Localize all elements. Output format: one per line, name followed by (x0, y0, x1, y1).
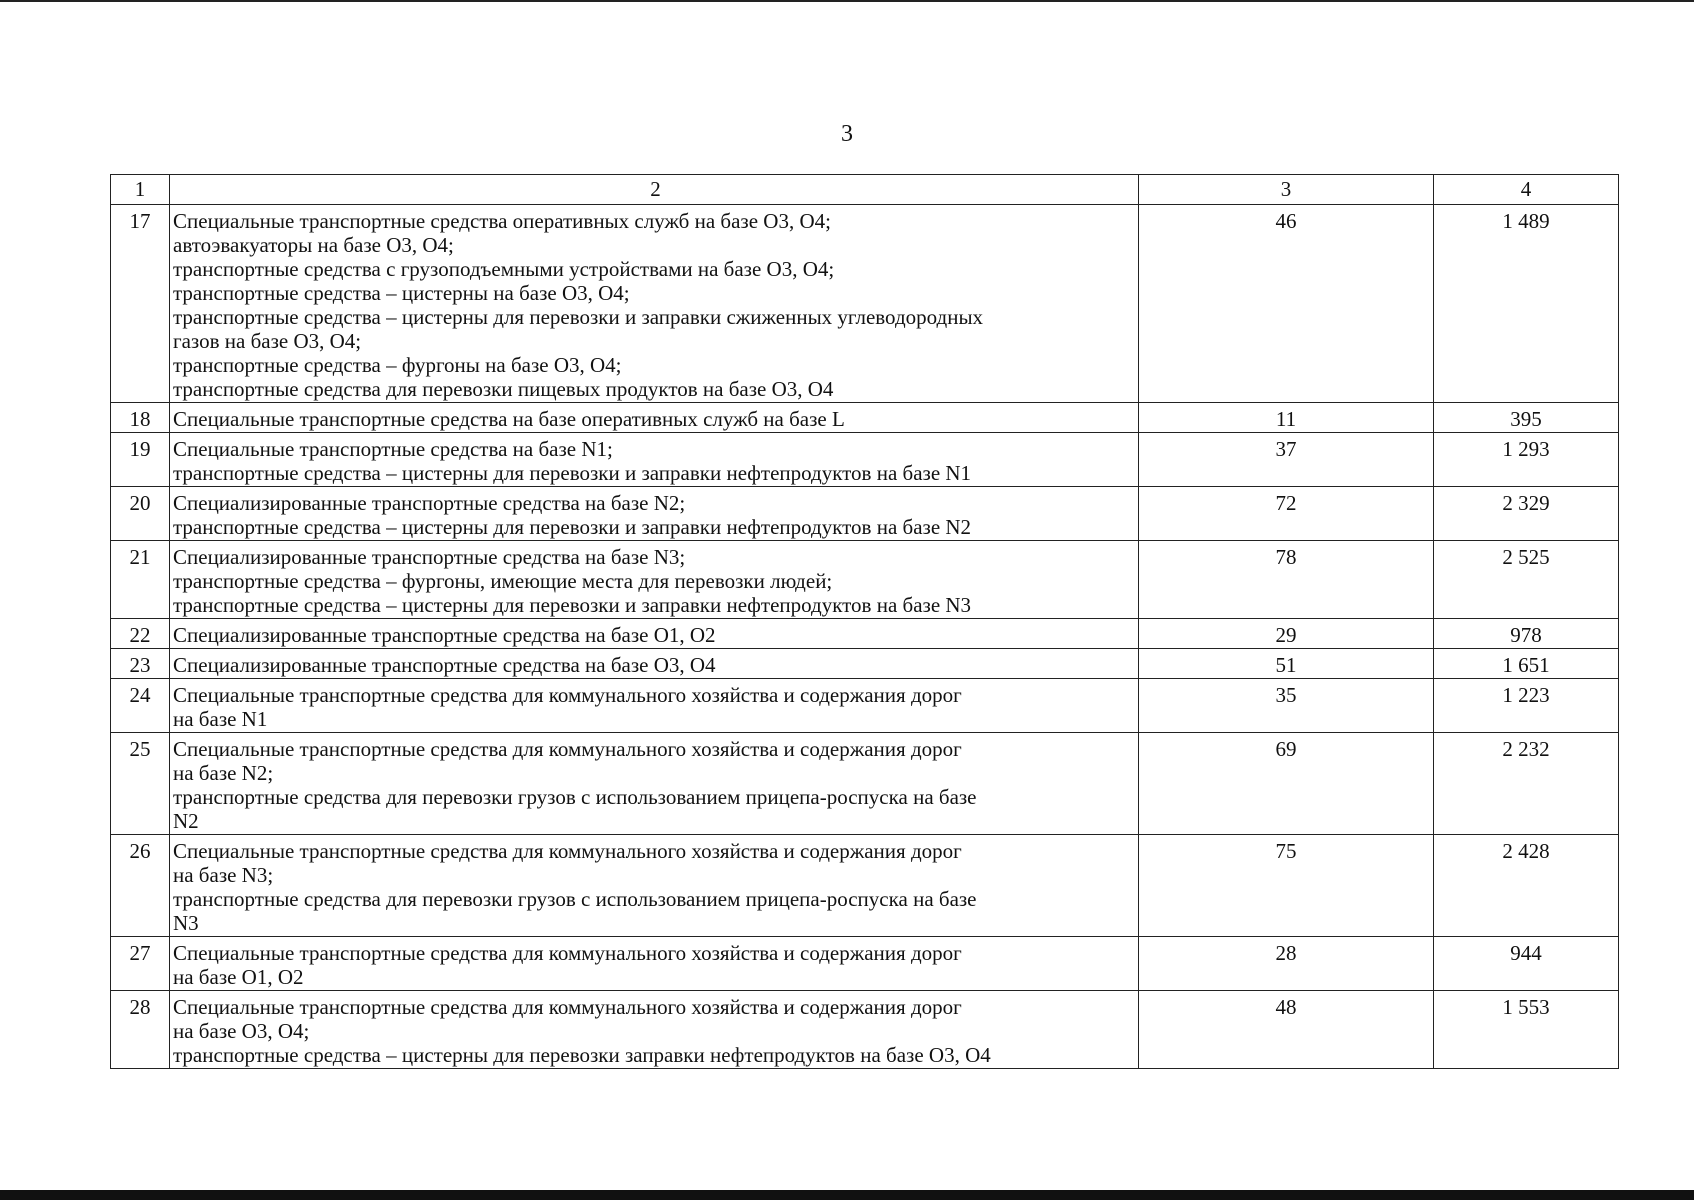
description-line: транспортные средства – цистерны на базе О3, О4; (173, 281, 630, 305)
table-row (111, 649, 1619, 679)
description-line: Специализированные транспортные средства на базе О1, О2 (173, 623, 716, 647)
row-number: 21 (111, 541, 170, 619)
header-col-4: 4 (1434, 175, 1619, 205)
description-line: Специальные транспортные средства для коммунального хозяйства и содержания дорог (173, 995, 962, 1019)
table-row (111, 403, 1619, 433)
header-col-1: 1 (111, 175, 170, 205)
row-number: 28 (111, 991, 170, 1069)
description-line: транспортные средства для перевозки грузов с использованием прицепа-роспуска на базе (173, 887, 977, 911)
description-line: газов на базе О3, О4; (173, 329, 362, 353)
row-description (170, 619, 1139, 649)
row-number: 27 (111, 937, 170, 991)
table-row (111, 541, 1619, 619)
row-col-3-value: 48 (1139, 991, 1434, 1069)
row-col-3-value: 78 (1139, 541, 1434, 619)
description-line: Специальные транспортные средства для коммунального хозяйства и содержания дорог (173, 683, 962, 707)
row-description (170, 835, 1139, 937)
table-row (111, 487, 1619, 541)
description-line: на базе N1 (173, 707, 268, 731)
row-col-4-value: 1 293 (1434, 433, 1619, 487)
page-frame-top (0, 0, 1694, 2)
row-col-4-value: 1 489 (1434, 205, 1619, 403)
data-table (110, 174, 1619, 1069)
table-row (111, 937, 1619, 991)
row-description (170, 733, 1139, 835)
description-line: N3 (173, 911, 199, 935)
row-number: 25 (111, 733, 170, 835)
description-line: на базе N2; (173, 761, 274, 785)
row-col-4-value: 944 (1434, 937, 1619, 991)
row-col-3-value: 72 (1139, 487, 1434, 541)
description-line: Специальные транспортные средства оперативных служб на базе О3, О4; (173, 209, 831, 233)
row-description (170, 205, 1139, 403)
description-line: на базе О1, О2 (173, 965, 304, 989)
table-row (111, 205, 1619, 403)
table-header-row (111, 175, 1619, 205)
description-line: Специализированные транспортные средства на базе N2; (173, 491, 686, 515)
row-col-3-value: 28 (1139, 937, 1434, 991)
row-description (170, 433, 1139, 487)
row-col-4-value: 395 (1434, 403, 1619, 433)
description-line: Специальные транспортные средства на базе N1; (173, 437, 613, 461)
description-line: транспортные средства – цистерны для перевозки и заправки нефтепродуктов на базе N1 (173, 461, 972, 485)
row-col-3-value: 35 (1139, 679, 1434, 733)
row-number: 17 (111, 205, 170, 403)
row-description (170, 679, 1139, 733)
description-line: N2 (173, 809, 199, 833)
table-row (111, 835, 1619, 937)
row-col-4-value: 1 651 (1434, 649, 1619, 679)
description-line: транспортные средства – фургоны на базе О3, О4; (173, 353, 622, 377)
description-line: Специализированные транспортные средства на базе О3, О4 (173, 653, 716, 677)
table-row (111, 991, 1619, 1069)
row-col-4-value: 2 428 (1434, 835, 1619, 937)
description-line: транспортные средства – цистерны для перевозки заправки нефтепродуктов на базе О3, О4 (173, 1043, 991, 1067)
row-description (170, 487, 1139, 541)
row-col-3-value: 51 (1139, 649, 1434, 679)
row-col-3-value: 46 (1139, 205, 1434, 403)
row-number: 18 (111, 403, 170, 433)
description-line: на базе N3; (173, 863, 274, 887)
row-col-3-value: 75 (1139, 835, 1434, 937)
table-row (111, 433, 1619, 487)
row-col-4-value: 2 232 (1434, 733, 1619, 835)
row-number: 24 (111, 679, 170, 733)
description-line: Специальные транспортные средства для коммунального хозяйства и содержания дорог (173, 839, 962, 863)
page-number: 3 (841, 121, 853, 147)
row-description (170, 403, 1139, 433)
description-line: транспортные средства для перевозки грузов с использованием прицепа-роспуска на базе (173, 785, 977, 809)
row-number: 22 (111, 619, 170, 649)
row-col-3-value: 37 (1139, 433, 1434, 487)
description-line: транспортные средства – цистерны для перевозки и заправки нефтепродуктов на базе N2 (173, 515, 972, 539)
row-col-4-value: 1 223 (1434, 679, 1619, 733)
header-col-3: 3 (1139, 175, 1434, 205)
row-number: 23 (111, 649, 170, 679)
row-description (170, 649, 1139, 679)
description-line: автоэвакуаторы на базе О3, О4; (173, 233, 454, 257)
table-row (111, 679, 1619, 733)
description-line: Специальные транспортные средства для коммунального хозяйства и содержания дорог (173, 737, 962, 761)
description-line: транспортные средства – фургоны, имеющие места для перевозки людей; (173, 569, 833, 593)
row-col-4-value: 978 (1434, 619, 1619, 649)
description-line: Специальные транспортные средства на базе оперативных служб на базе L (173, 407, 845, 431)
row-description (170, 937, 1139, 991)
description-line: Специализированные транспортные средства на базе N3; (173, 545, 686, 569)
row-col-3-value: 29 (1139, 619, 1434, 649)
header-col-2: 2 (170, 175, 1139, 205)
row-col-3-value: 69 (1139, 733, 1434, 835)
row-number: 20 (111, 487, 170, 541)
description-line: транспортные средства с грузоподъемными устройствами на базе О3, О4; (173, 257, 835, 281)
row-col-4-value: 2 329 (1434, 487, 1619, 541)
row-description (170, 991, 1139, 1069)
row-description (170, 541, 1139, 619)
description-line: Специальные транспортные средства для коммунального хозяйства и содержания дорог (173, 941, 962, 965)
row-col-3-value: 11 (1139, 403, 1434, 433)
table-row (111, 619, 1619, 649)
table-row (111, 733, 1619, 835)
row-col-4-value: 2 525 (1434, 541, 1619, 619)
description-line: транспортные средства – цистерны для перевозки и заправки сжиженных углеводородных (173, 305, 984, 329)
description-line: транспортные средства – цистерны для перевозки и заправки нефтепродуктов на базе N3 (173, 593, 972, 617)
row-number: 19 (111, 433, 170, 487)
row-number: 26 (111, 835, 170, 937)
page-frame-bottom (0, 1190, 1694, 1200)
description-line: транспортные средства для перевозки пищевых продуктов на базе О3, О4 (173, 377, 834, 401)
row-col-4-value: 1 553 (1434, 991, 1619, 1069)
description-line: на базе О3, О4; (173, 1019, 310, 1043)
